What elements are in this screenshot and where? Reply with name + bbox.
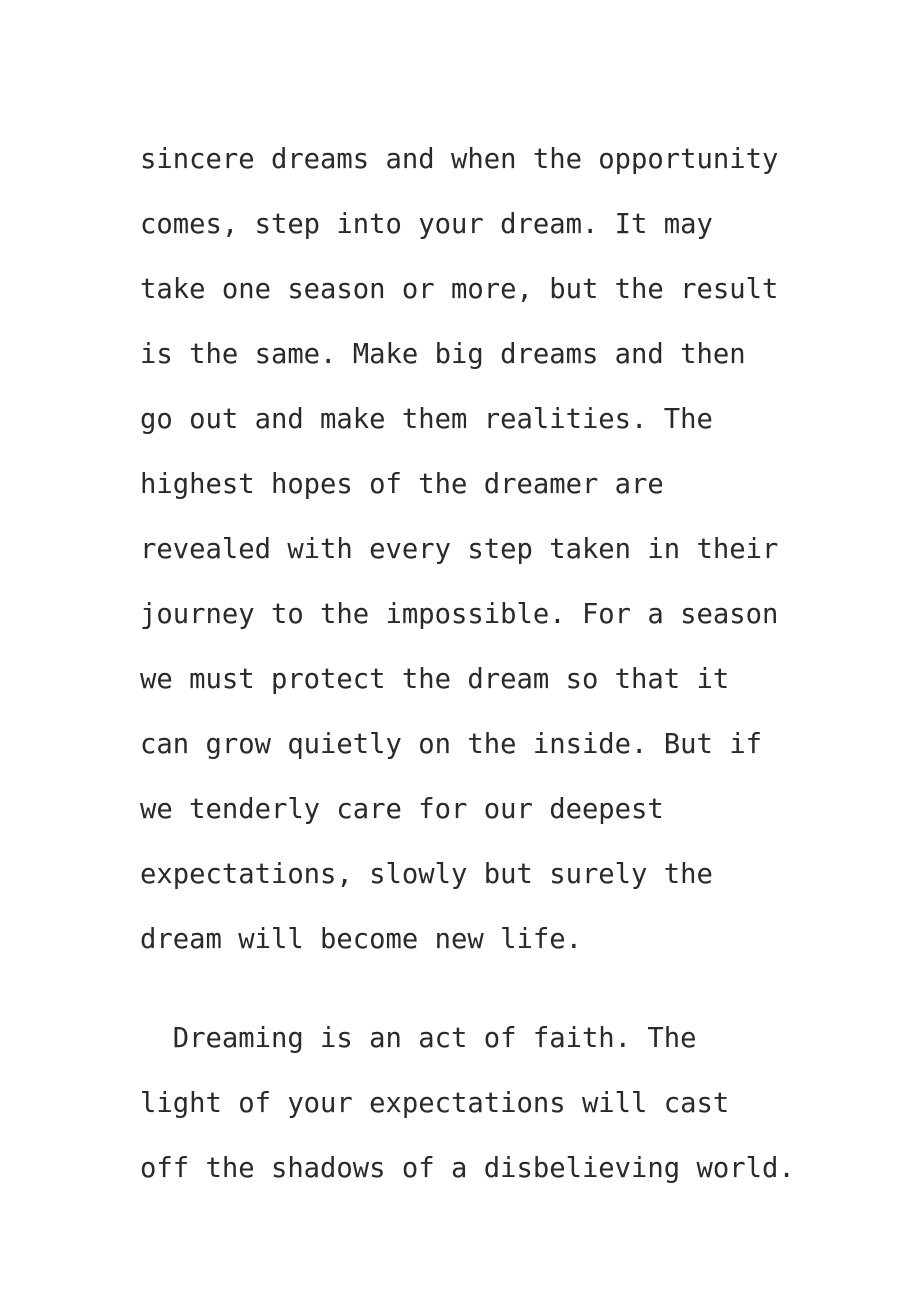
paragraph-1-line: we must protect the dream so that it xyxy=(140,664,730,695)
paragraph-1-line: expectations, slowly but surely the xyxy=(140,859,713,890)
paragraph-1-line: take one season or more, but the result xyxy=(140,274,779,305)
paragraph-1-line: revealed with every step taken in their xyxy=(140,534,779,565)
paragraph-1-line: sincere dreams and when the opportunity xyxy=(140,144,779,175)
paragraph-1-line: journey to the impossible. For a season xyxy=(140,599,779,630)
paragraph-1-line: comes, step into your dream. It may xyxy=(140,209,713,240)
paragraph-1-line: highest hopes of the dreamer are xyxy=(140,469,664,500)
paragraph-1-line: is the same. Make big dreams and then xyxy=(140,339,746,370)
paragraph-2-line: off the shadows of a disbelieving world. xyxy=(140,1153,795,1184)
paragraph-1-line: dream will become new life. xyxy=(140,924,582,955)
paragraph-1-line: we tenderly care for our deepest xyxy=(140,794,664,825)
paragraph-2-line: Dreaming is an act of faith. The xyxy=(140,1023,697,1054)
paragraph-2-line: light of your expectations will cast xyxy=(140,1088,730,1119)
paragraph-1-line: can grow quietly on the inside. But if xyxy=(140,729,762,760)
paragraph-1-line: go out and make them realities. The xyxy=(140,404,713,435)
